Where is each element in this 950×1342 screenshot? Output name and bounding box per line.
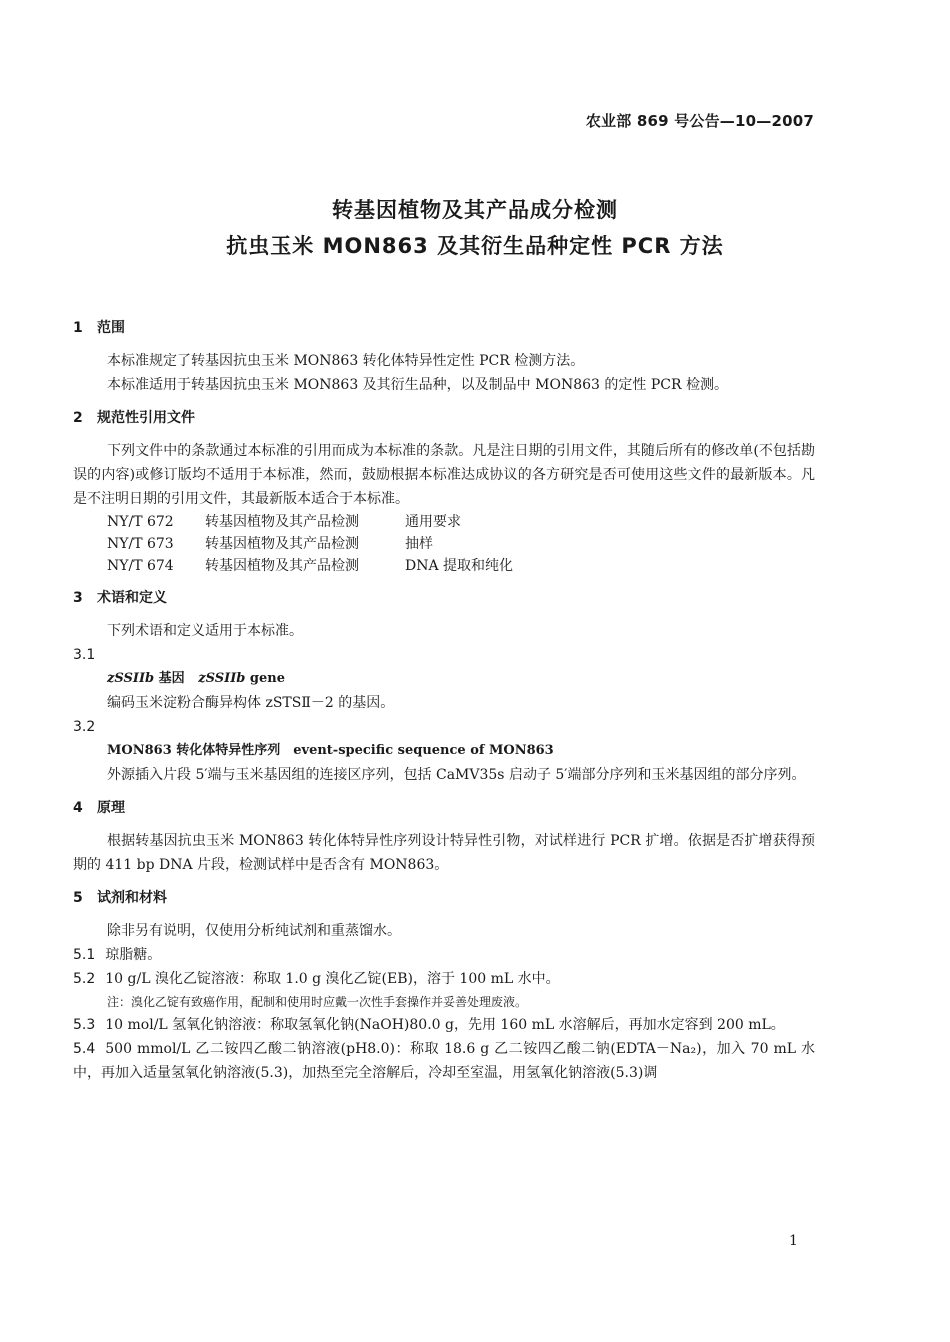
term-italic: zSSIIb: [107, 671, 155, 686]
term-definition: 编码玉米淀粉合酶异构体 zSTSⅡ－2 的基因。: [107, 695, 395, 711]
section-number: 5: [73, 890, 83, 906]
section-title: 试剂和材料: [97, 890, 167, 906]
section-5-heading: [73, 885, 815, 911]
section-2-heading: [73, 405, 815, 431]
reference-title: 转基因植物及其产品检测: [205, 536, 359, 552]
paragraph: 本标准规定了转基因抗虫玉米 MON863 转化体特异性定性 PCR 检测方法。: [107, 353, 585, 369]
reference-subtitle: 抽样: [405, 536, 433, 552]
list-item: [73, 943, 815, 967]
list-item: [73, 967, 815, 991]
document-title: [0, 192, 950, 264]
section-number: 1: [73, 320, 83, 336]
item-number: 5.3: [73, 1017, 96, 1033]
section-4-heading: [73, 795, 815, 821]
term-heading: MON863 转化体特异性序列 event-specific sequence of MON863: [107, 743, 554, 758]
item-text: 10 g/L 溴化乙锭溶液：称取 1.0 g 溴化乙锭(EB)，溶于 100 mL 水中。: [105, 971, 560, 987]
item-number: 5.1: [73, 947, 96, 963]
normative-reference: [73, 555, 815, 577]
reference-subtitle: DNA 提取和纯化: [405, 558, 514, 574]
list-item: [73, 1037, 815, 1085]
list-item: [73, 1013, 815, 1037]
term-number: 3.2: [73, 719, 96, 735]
section-title: 规范性引用文件: [97, 410, 195, 426]
section-title: 原理: [97, 800, 125, 816]
paragraph: 除非另有说明，仅使用分析纯试剂和重蒸馏水。: [107, 923, 401, 939]
term-en-italic: zSSIIb: [198, 671, 246, 686]
term-cn: 基因: [154, 671, 185, 686]
normative-reference: [73, 533, 815, 555]
paragraph: 下列术语和定义适用于本标准。: [107, 623, 303, 639]
title-line-2: 抗虫玉米 MON863 及其衍生品种定性 PCR 方法: [226, 234, 724, 258]
reference-title: 转基因植物及其产品检测: [205, 514, 359, 530]
section-title: 术语和定义: [97, 590, 167, 606]
term-definition: 外源插入片段 5′端与玉米基因组的连接区序列，包括 CaMV35s 启动子 5′端部分序列和玉米基因组的部分序列。: [107, 767, 806, 783]
section-1-heading: [73, 315, 815, 341]
term-en: gene: [245, 671, 285, 686]
item-number: 5.2: [73, 971, 96, 987]
page-number: 1: [789, 1233, 798, 1249]
item-text: 琼脂糖。: [105, 947, 162, 963]
section-number: 4: [73, 800, 83, 816]
section-number: 3: [73, 590, 83, 606]
term-heading: [73, 667, 815, 691]
paragraph: 下列文件中的条款通过本标准的引用而成为本标准的条款。凡是注日期的引用文件，其随后所有的修改单(不包括勘误的内容)或修订版均不适用于本标准，然而，鼓励根据本标准达成协议的各方研究是否可使用这些文件的最新版本。凡是不注明日期的引用文件，其最新版本适合于本标准。: [73, 443, 815, 507]
reference-title: 转基因植物及其产品检测: [205, 558, 359, 574]
paragraph: 本标准适用于转基因抗虫玉米 MON863 及其衍生品种，以及制品中 MON863 的定性 PCR 检测。: [107, 377, 728, 393]
normative-reference: [73, 511, 815, 533]
item-text: 500 mmol/L 乙二铵四乙酸二钠溶液(pH8.0)：称取 18.6 g 乙二铵四乙酸二钠(EDTA－Na₂)，加入 70 mL 水中，再加入适量氢氧化钠溶液(5.3)，加热至完全溶解后，冷却至室温，用氢氧化钠溶液(5.3)调: [73, 1041, 815, 1081]
section-3-heading: [73, 585, 815, 611]
title-line-1: 转基因植物及其产品成分检测: [332, 198, 618, 222]
section-number: 2: [73, 410, 83, 426]
section-title: 范围: [97, 320, 125, 336]
reference-subtitle: 通用要求: [405, 514, 461, 530]
note: 注：溴化乙锭有致癌作用，配制和使用时应戴一次性手套操作并妥善处理废液。: [107, 995, 528, 1009]
item-text: 10 mol/L 氢氧化钠溶液：称取氢氧化钠(NaOH)80.0 g，先用 160 mL 水溶解后，再加水定容到 200 mL。: [105, 1017, 785, 1033]
reference-code: NY/T 673: [107, 536, 174, 552]
term-number: 3.1: [73, 647, 96, 663]
reference-code: NY/T 672: [107, 514, 174, 530]
document-number: 农业部 869 号公告—10—2007: [585, 112, 814, 130]
paragraph: 根据转基因抗虫玉米 MON863 转化体特异性序列设计特异性引物，对试样进行 PCR 扩增。依据是否扩增获得预期的 411 bp DNA 片段，检测试样中是否含有 MON863。: [73, 833, 815, 873]
reference-code: NY/T 674: [107, 558, 174, 574]
item-number: 5.4: [73, 1041, 96, 1057]
document-body: [73, 315, 815, 1085]
